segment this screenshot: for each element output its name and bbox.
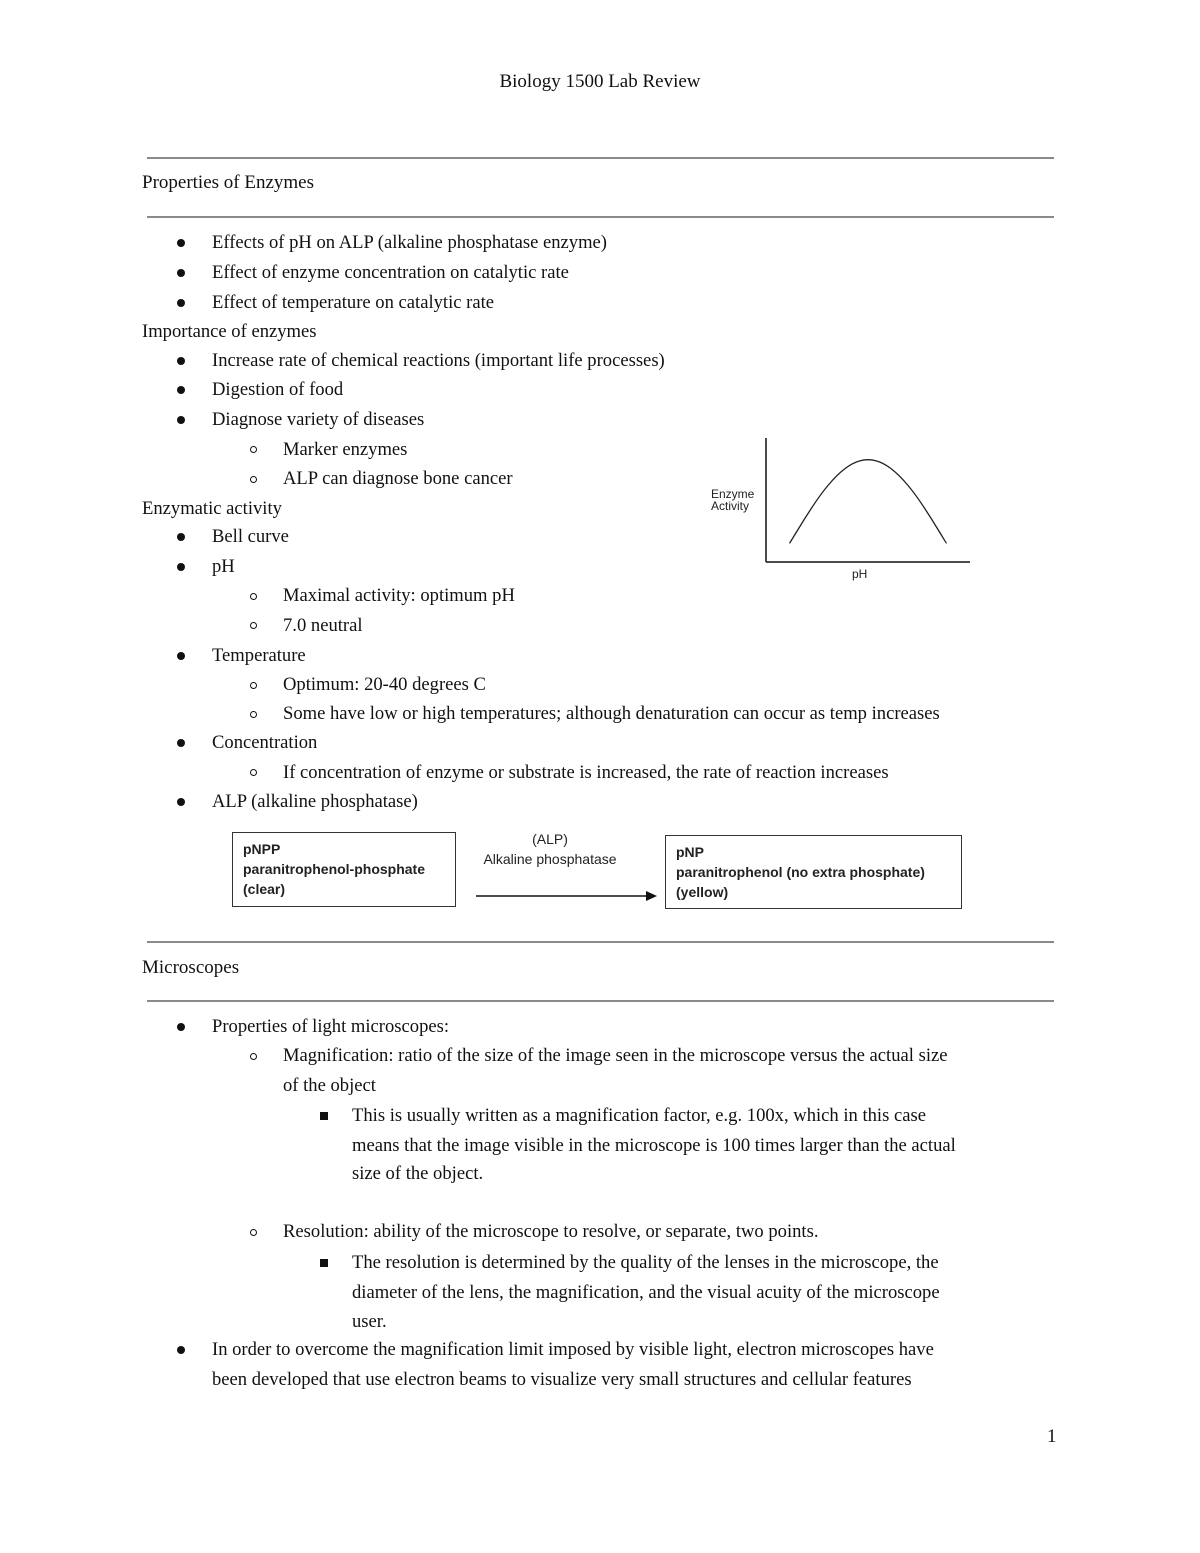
- list-item-continuation: of the object: [283, 1075, 376, 1096]
- section-rule: [147, 1000, 1054, 1002]
- list-item-continuation: user.: [352, 1311, 387, 1332]
- reaction-arrow-icon: [474, 888, 660, 904]
- enzyme-label: [470, 829, 630, 869]
- product-abbrev: pNP: [676, 844, 704, 860]
- substrate-box: [232, 832, 456, 907]
- square-bullet-icon: [320, 1259, 328, 1267]
- list-item: 7.0 neutral: [283, 615, 363, 636]
- list-item-continuation: been developed that use electron beams to visualize very small structures and cellular features: [212, 1369, 912, 1390]
- list-item: The resolution is determined by the quality of the lenses in the microscope, the: [352, 1252, 939, 1273]
- list-item: If concentration of enzyme or substrate is increased, the rate of reaction increases: [283, 762, 889, 783]
- x-axis-label: pH: [852, 567, 868, 581]
- list-item: Resolution: ability of the microscope to resolve, or separate, two points.: [283, 1221, 819, 1242]
- circle-bullet-icon: [250, 1229, 257, 1236]
- section-rule: [147, 157, 1054, 159]
- list-item: Effects of pH on ALP (alkaline phosphatase enzyme): [212, 232, 607, 253]
- list-item: Concentration: [212, 732, 318, 753]
- section-heading-enzymes: Properties of Enzymes: [142, 172, 315, 193]
- list-item: Temperature: [212, 645, 306, 666]
- product-color: (yellow): [676, 884, 729, 900]
- circle-bullet-icon: [250, 711, 257, 718]
- list-item: Optimum: 20-40 degrees C: [283, 674, 486, 695]
- list-item: Effect of temperature on catalytic rate: [212, 292, 495, 313]
- circle-bullet-icon: [250, 476, 257, 483]
- list-item: Properties of light microscopes:: [212, 1016, 450, 1037]
- list-item: Bell curve: [212, 526, 289, 547]
- list-item: Maximal activity: optimum pH: [283, 585, 515, 606]
- circle-bullet-icon: [250, 593, 257, 600]
- list-item: Magnification: ratio of the size of the image seen in the microscope versus the actual size: [283, 1045, 948, 1066]
- circle-bullet-icon: [250, 769, 257, 776]
- substrate-color: (clear): [243, 881, 286, 897]
- list-item: Effect of enzyme concentration on catalytic rate: [212, 262, 569, 283]
- bullet-icon: [177, 1346, 185, 1354]
- bullet-icon: [177, 1023, 185, 1031]
- bullet-icon: [177, 299, 185, 307]
- y-axis-label: Enzyme: [711, 487, 755, 501]
- list-item: Some have low or high temperatures; although denaturation can occur as temp increases: [283, 703, 940, 724]
- bullet-icon: [177, 798, 185, 806]
- circle-bullet-icon: [250, 622, 257, 629]
- enzyme-name: Alkaline phosphatase: [483, 851, 617, 867]
- substrate-abbrev: pNPP: [243, 841, 281, 857]
- section-rule: [147, 216, 1054, 218]
- bullet-icon: [177, 563, 185, 571]
- bullet-icon: [177, 239, 185, 247]
- enzyme-abbrev: (ALP): [532, 831, 568, 847]
- product-name: paranitrophenol (no extra phosphate): [676, 864, 925, 880]
- bullet-icon: [177, 269, 185, 277]
- list-item-continuation: size of the object.: [352, 1163, 484, 1184]
- list-item: This is usually written as a magnification factor, e.g. 100x, which in this case: [352, 1105, 926, 1126]
- ph-activity-chart: [700, 430, 980, 590]
- bullet-icon: [177, 739, 185, 747]
- square-bullet-icon: [320, 1112, 328, 1120]
- substrate-name: paranitrophenol-phosphate: [243, 861, 425, 877]
- list-item: ALP can diagnose bone cancer: [283, 468, 513, 489]
- circle-bullet-icon: [250, 446, 257, 453]
- section-rule: [147, 941, 1054, 943]
- list-item: Diagnose variety of diseases: [212, 409, 425, 430]
- circle-bullet-icon: [250, 682, 257, 689]
- list-item: Marker enzymes: [283, 439, 408, 460]
- series-line: [790, 460, 947, 544]
- product-box: [665, 835, 962, 909]
- list-item: pH: [212, 556, 235, 577]
- list-item: Increase rate of chemical reactions (important life processes): [212, 350, 665, 371]
- list-item: In order to overcome the magnification limit imposed by visible light, electron microscopes have: [212, 1339, 934, 1360]
- y-axis-label: Activity: [711, 499, 750, 513]
- subheading-importance: Importance of enzymes: [142, 321, 317, 342]
- list-item: Digestion of food: [212, 379, 344, 400]
- bullet-icon: [177, 357, 185, 365]
- bullet-icon: [177, 386, 185, 394]
- document-title: Biology 1500 Lab Review: [499, 71, 701, 92]
- subheading-enzymatic-activity: Enzymatic activity: [142, 498, 282, 519]
- page-number: 1: [1047, 1426, 1057, 1447]
- list-item-continuation: diameter of the lens, the magnification, and the visual acuity of the microscope: [352, 1282, 940, 1303]
- list-item: ALP (alkaline phosphatase): [212, 791, 418, 812]
- circle-bullet-icon: [250, 1053, 257, 1060]
- section-heading-microscopes: Microscopes: [142, 957, 240, 978]
- bullet-icon: [177, 416, 185, 424]
- list-item-continuation: means that the image visible in the microscope is 100 times larger than the actual: [352, 1135, 956, 1156]
- bullet-icon: [177, 533, 185, 541]
- bullet-icon: [177, 652, 185, 660]
